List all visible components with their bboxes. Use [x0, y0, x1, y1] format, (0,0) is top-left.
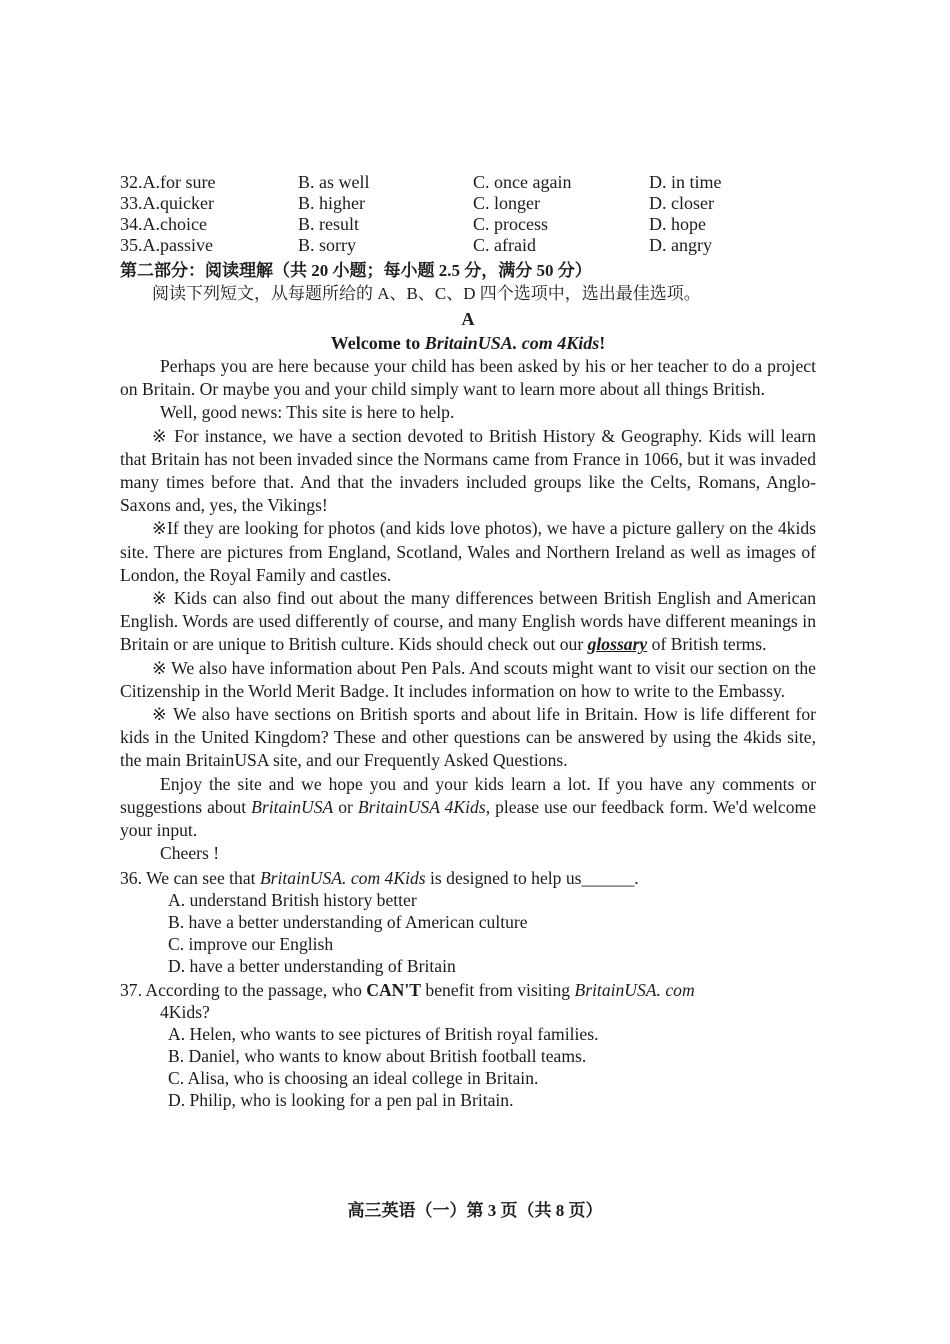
cloze-row-33: 33.A.quicker B. higher C. longer D. closer	[120, 193, 714, 213]
question-37	[120, 979, 816, 1111]
section-instruction: 阅读下列短文，从每题所给的 A、B、C、D 四个选项中，选出最佳选项。	[152, 284, 701, 303]
glossary-term: glossary	[587, 634, 648, 655]
question-option: C. Alisa, who is choosing an ideal college in Britain.	[168, 1068, 539, 1089]
cloze-options-table	[120, 172, 816, 256]
passage-paragraph-gallery: ※If they are looking for photos (and kids love photos), we have a picture gallery on the 4kids site. There are pictures from England, Scotland, Wales and Northern Ireland as well as images of London, the Royal Family and castles.	[120, 518, 816, 585]
passage-paragraph-enjoy: Enjoy the site and we hope you and your kids learn a lot. If you have any comments or suggestions about BritainUSA or BritainUSA 4Kids, please use our feedback form. We'd welcome your input.	[120, 773, 817, 841]
passage-paragraph-2: Well, good news: This site is here to help.	[160, 402, 455, 423]
question-stem: 37. According to the passage, who CAN'T benefit from visiting BritainUSA. com	[120, 980, 695, 1001]
question-option: A. understand British history better	[168, 890, 417, 911]
page-content	[120, 172, 816, 1111]
cloze-row-34: 34.A.choice B. result C. process D. hope	[120, 214, 706, 234]
passage-paragraph-english: ※ Kids can also find out about the many differences between British English and American English. Words are used differently of course, and many English words have different meanings in Britain or are unique to British culture. Kids should check out our glossary of British terms.	[120, 588, 816, 655]
passage-sign-off: Cheers !	[160, 843, 220, 864]
cloze-row-35: 35.A.passive B. sorry C. afraid D. angry	[120, 235, 712, 255]
question-option: B. have a better understanding of American culture	[168, 912, 528, 933]
passage-title: Welcome to BritainUSA. com 4Kids!	[330, 333, 606, 353]
passage-paragraph-sports: ※ We also have sections on British sports and about life in Britain. How is life different for kids in the United Kingdom? These and other questions can be answered by using the 4kids site, the main BritainUSA site, and our Frequently Asked Questions.	[120, 704, 816, 771]
question-stem: 36. We can see that BritainUSA. com 4Kids is designed to help us______.	[120, 868, 639, 889]
question-option: A. Helen, who wants to see pictures of British royal families.	[168, 1024, 599, 1045]
cloze-row-32: 32.A.for sure B. as well C. once again D. in time	[120, 172, 722, 192]
question-option: B. Daniel, who wants to know about British football teams.	[168, 1046, 587, 1067]
passage-letter: A	[461, 309, 475, 329]
question-option: C. improve our English	[168, 934, 334, 955]
section-title: 第二部分：阅读理解（共 20 小题；每小题 2.5 分，满分 50 分）	[120, 261, 592, 280]
question-36	[120, 867, 816, 977]
passage-paragraph-history: ※ For instance, we have a section devoted to British History & Geography. Kids will learn that Britain has not been invaded since the Normans came from France in 1066, but it was invaded many times before that. And that the invaders included groups like the Celts, Romans, Anglo-Saxons and, yes, the Vikings!	[120, 425, 816, 516]
question-option: D. have a better understanding of Britain	[168, 956, 456, 977]
passage-paragraph-penpals: ※ We also have information about Pen Pals. And scouts might want to visit our section on the Citizenship in the World Merit Badge. It includes information on how to write to the Embassy.	[120, 657, 816, 701]
passage-paragraph-1: Perhaps you are here because your child has been asked by his or her teacher to do a project on Britain. Or maybe you and your child simply want to learn more about all things British.	[120, 356, 816, 400]
question-stem-continued: 4Kids?	[160, 1002, 210, 1023]
question-option: D. Philip, who is looking for a pen pal in Britain.	[168, 1090, 514, 1111]
page-footer: 高三英语（一）第 3 页（共 8 页）	[347, 1201, 603, 1220]
